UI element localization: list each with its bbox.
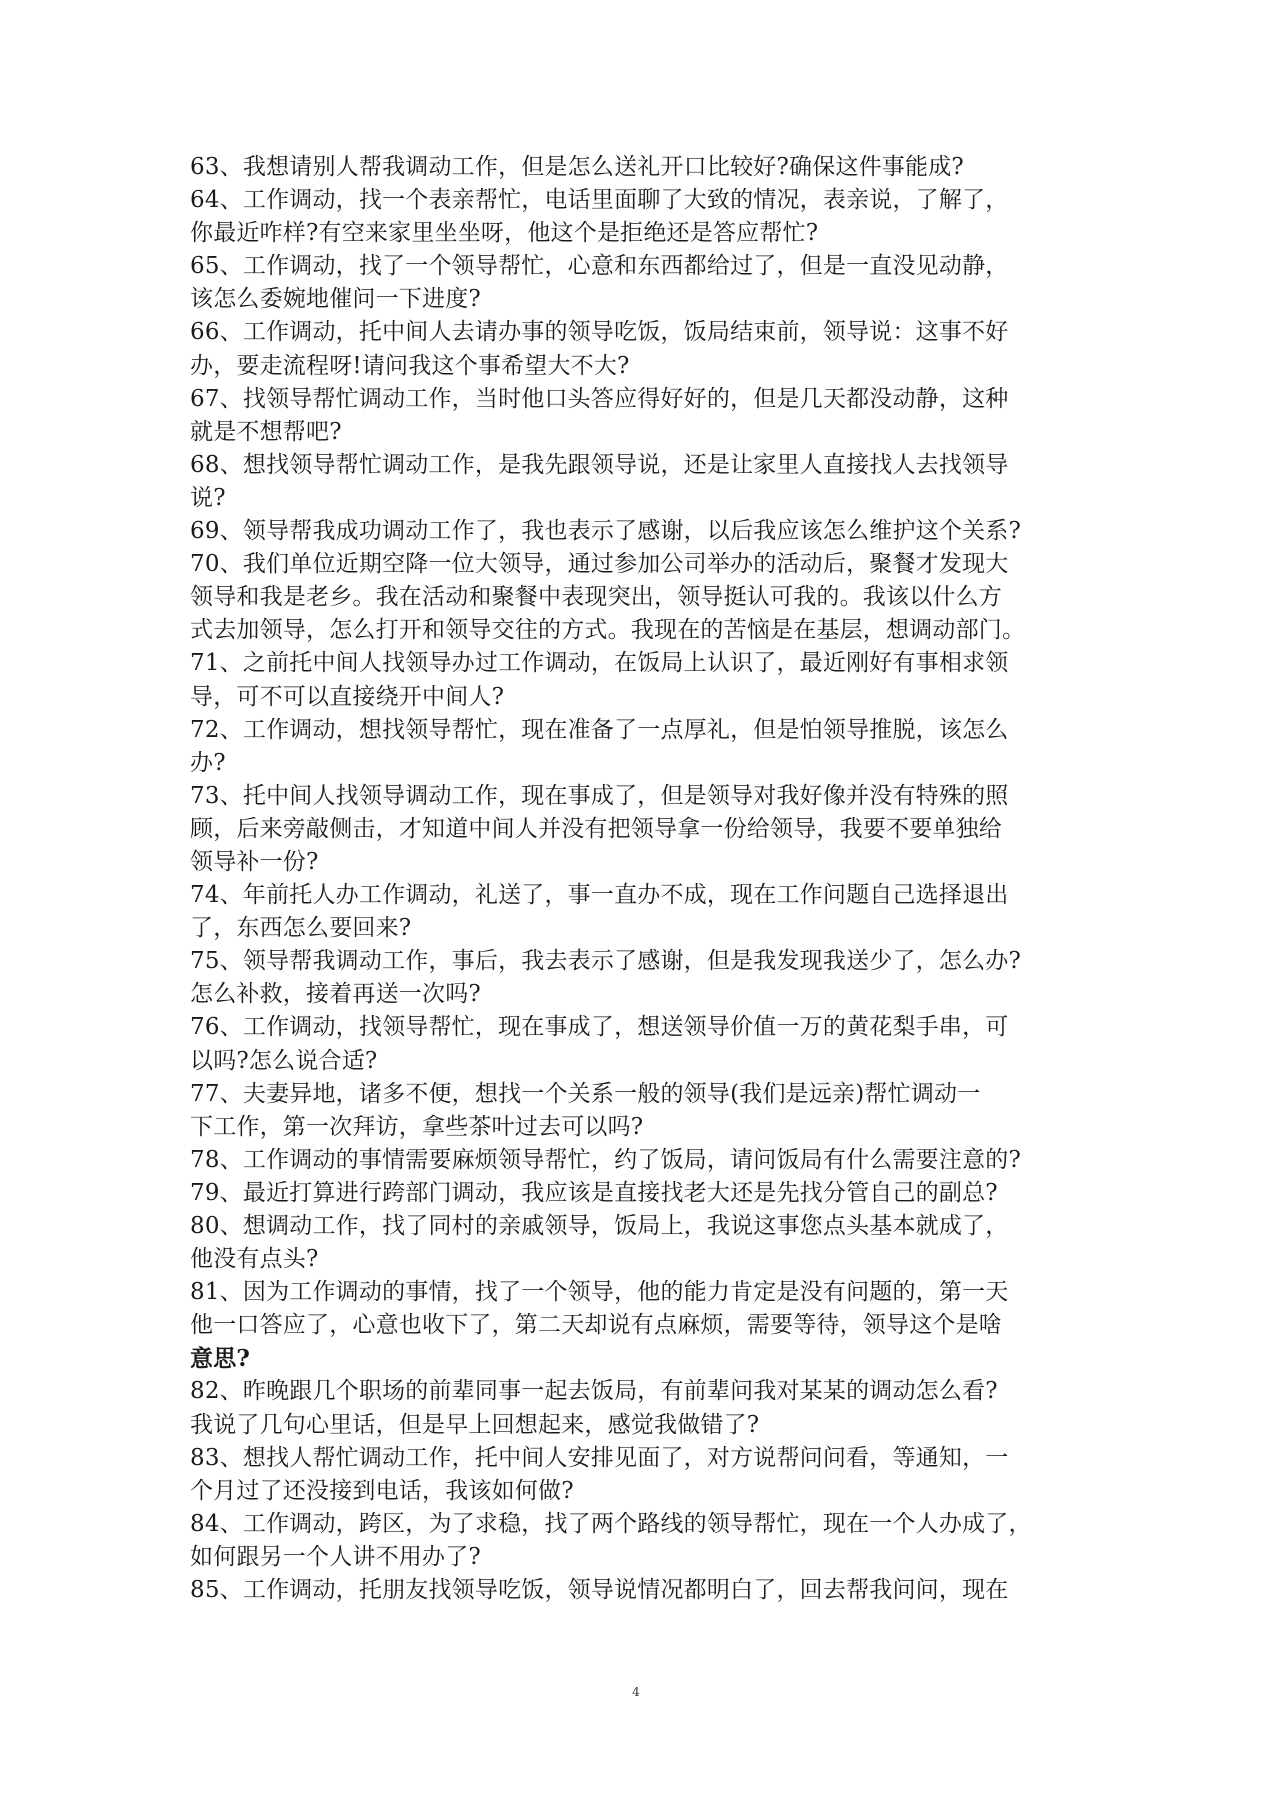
text-line: 他没有点头?	[190, 1246, 319, 1273]
text-line: 办，要走流程呀!请问我这个事希望大不大?	[190, 352, 630, 379]
text-line: 80、想调动工作，找了同村的亲戚领导，饭局上，我说这事您点头基本就成了，	[190, 1213, 1009, 1239]
text-line: 意思?	[190, 1345, 251, 1373]
text-line: 78、工作调动的事情需要麻烦领导帮忙，约了饭局，请问饭局有什么需要注意的?	[190, 1146, 1021, 1173]
text-line: 领导补一份?	[190, 848, 319, 875]
text-line: 导，可不可以直接绕开中间人?	[190, 683, 505, 710]
text-line: 70、我们单位近期空降一位大领导，通过参加公司举办的活动后，聚餐才发现大	[190, 551, 1009, 578]
text-line: 个月过了还没接到电话，我该如何做?	[190, 1477, 574, 1504]
text-line: 69、领导帮我成功调动工作了，我也表示了感谢，以后我应该怎么维护这个关系?	[190, 518, 1021, 545]
text-line: 下工作，第一次拜访，拿些茶叶过去可以吗?	[190, 1113, 644, 1140]
text-line: 顾，后来旁敲侧击，才知道中间人并没有把领导拿一份给领导，我要不要单独给	[190, 815, 1002, 842]
text-line: 71、之前托中间人找领导办过工作调动，在饭局上认识了，最近刚好有事相求领	[190, 650, 1009, 677]
text-line: 74、年前托人办工作调动，礼送了，事一直办不成，现在工作问题自己选择退出	[190, 882, 1009, 909]
text-line: 72、工作调动，想找领导帮忙，现在准备了一点厚礼，但是怕领导推脱，该怎么	[190, 716, 1009, 743]
text-line: 他一口答应了，心意也收下了，第二天却说有点麻烦，需要等待，领导这个是啥	[190, 1312, 1002, 1339]
text-line: 83、想找人帮忙调动工作，托中间人安排见面了，对方说帮问问看，等通知，一	[190, 1444, 1009, 1471]
text-line: 64、工作调动，找一个表亲帮忙，电话里面聊了大致的情况，表亲说，了解了，	[190, 187, 1009, 214]
text-line: 我说了几句心里话，但是早上回想起来，感觉我做错了?	[190, 1411, 760, 1438]
text-line: 85、工作调动，托朋友找领导吃饭，领导说情况都明白了，回去帮我问问，现在	[190, 1577, 1009, 1604]
text-line: 了，东西怎么要回来?	[190, 915, 412, 942]
text-line: 怎么补救，接着再送一次吗?	[190, 981, 481, 1008]
text-line: 以吗?怎么说合适?	[190, 1047, 378, 1074]
text-line: 63、我想请别人帮我调动工作，但是怎么送礼开口比较好?确保这件事能成?	[190, 154, 964, 180]
text-line: 该怎么委婉地催问一下进度?	[190, 286, 481, 313]
text-line: 式去加领导，怎么打开和领导交往的方式。我现在的苦恼是在基层，想调动部门。	[190, 617, 1026, 644]
text-line: 75、领导帮我调动工作，事后，我去表示了感谢，但是我发现我送少了，怎么办?	[190, 948, 1021, 975]
text-line: 你最近咋样?有空来家里坐坐呀，他这个是拒绝还是答应帮忙?	[190, 220, 819, 247]
text-line: 81、因为工作调动的事情，找了一个领导，他的能力肯定是没有问题的，第一天	[190, 1279, 1009, 1306]
text-line: 办?	[190, 749, 226, 776]
text-line: 77、夫妻异地，诸多不便，想找一个关系一般的领导(我们是远亲)帮忙调动一	[190, 1080, 981, 1107]
text-line: 82、昨晚跟几个职场的前辈同事一起去饭局，有前辈问我对某某的调动怎么看?	[190, 1378, 998, 1405]
text-line: 84、工作调动，跨区，为了求稳，找了两个路线的领导帮忙，现在一个人办成了，	[190, 1510, 1032, 1537]
text-line: 说?	[190, 484, 226, 511]
text-line: 领导和我是老乡。我在活动和聚餐中表现突出，领导挺认可我的。我该以什么方	[190, 584, 1002, 611]
text-line: 68、想找领导帮忙调动工作，是我先跟领导说，还是让家里人直接找人去找领导	[190, 451, 1009, 478]
text-line: 66、工作调动，托中间人去请办事的领导吃饭，饭局结束前，领导说：这事不好	[190, 319, 1009, 346]
text-line: 65、工作调动，找了一个领导帮忙，心意和东西都给过了，但是一直没见动静，	[190, 253, 1009, 280]
text-line: 79、最近打算进行跨部门调动，我应该是直接找老大还是先找分管自己的副总?	[190, 1179, 998, 1206]
text-line: 如何跟另一个人讲不用办了?	[190, 1543, 481, 1570]
document-body	[190, 151, 1062, 1607]
text-line: 76、工作调动，找领导帮忙，现在事成了，想送领导价值一万的黄花梨手串，可	[190, 1014, 1009, 1041]
text-line: 就是不想帮吧?	[190, 418, 342, 445]
text-line: 73、托中间人找领导调动工作，现在事成了，但是领导对我好像并没有特殊的照	[190, 782, 1009, 809]
text-line: 67、找领导帮忙调动工作，当时他口头答应得好好的，但是几天都没动静，这种	[190, 385, 1009, 412]
page-number: 4	[632, 1685, 640, 1699]
